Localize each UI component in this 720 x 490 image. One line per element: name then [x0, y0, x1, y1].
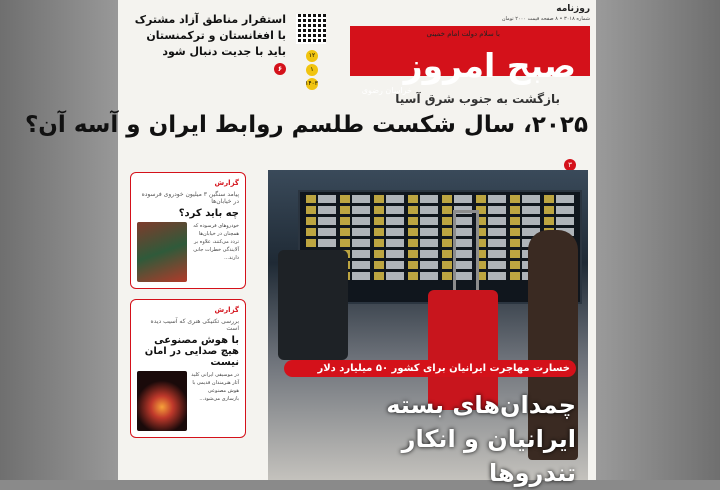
photo-headline: چمدان‌های بسته ایرانیان و انکار تندروها [386, 391, 576, 487]
card-title: با هوش مصنوعی هیچ صدایی در امان نیست [144, 335, 239, 368]
qr-code-icon [296, 14, 326, 44]
card-body [137, 222, 239, 282]
top-left-headline-text: استقرار مناطق آزاد مشترک با افغانستان و ترکمنستان باید با جدیت دنبال شود [134, 13, 286, 58]
sidebar [130, 172, 246, 448]
page-badge: ۶ [274, 63, 286, 75]
page-index-item: ۱۲ [306, 50, 318, 62]
issue-tag: روزنامه [556, 4, 590, 14]
photo-strap: خسارت مهاجرت ایرانیان برای کشور ۵۰ میلیارد دلار [284, 360, 576, 377]
card-title: چه باید کرد؟ [178, 208, 239, 219]
newspaper-front-page [24, 0, 596, 487]
card-tag: گزارش [214, 306, 239, 314]
sidebar-card [130, 299, 246, 438]
logo-tagline: با سلام دولت امام خمینی [426, 30, 500, 38]
suitcase-handle [453, 210, 479, 298]
dark-suitcase [278, 250, 348, 360]
airport-photo [268, 170, 588, 487]
page-badge: ۳ [564, 159, 576, 171]
sidebar-card [130, 172, 246, 289]
page-index-item: ۱ [306, 64, 318, 76]
logo [350, 26, 590, 95]
logo-text: صبح امروز [403, 46, 576, 85]
card-kicker: بررسی تکنیکی هنری که آسیب دیده است [150, 318, 239, 332]
card-kicker: پیامد سنگین ۳ میلیون خودروی فرسوده در خیابان‌ها [141, 191, 239, 205]
main-kicker: بازگشت به جنوب شرق آسیا [395, 92, 560, 106]
card-text: خودروهای فرسوده که همچنان در خیابان‌ها تردد می‌کنند، علاوه بر آلایندگی خطرات جانی دارند... [193, 223, 239, 261]
logo-subtitle: خراسان رضوی [361, 86, 412, 95]
date-line: شماره ۳۰۱۸ • ۸ صفحه قیمت ۲۰۰۰ تومان [501, 16, 590, 22]
card-text: در موسیقی ایرانی کلید آثار هنرمندان قدیمی با هوش مصنوعی بازسازی می‌شود... [191, 372, 239, 402]
card-tag: گزارش [214, 179, 239, 187]
page-index [304, 50, 318, 92]
car-scrapyard-image [137, 222, 187, 282]
main-headline: ۲۰۲۵، سال شکست طلسم روابط ایران و آسه آن؟ [24, 112, 588, 138]
main-page-badge [564, 152, 576, 171]
card-body [137, 371, 239, 431]
page-index-item: ۱۴۰۳ [306, 78, 318, 90]
fire-image [137, 371, 187, 431]
top-left-headline [126, 12, 286, 76]
